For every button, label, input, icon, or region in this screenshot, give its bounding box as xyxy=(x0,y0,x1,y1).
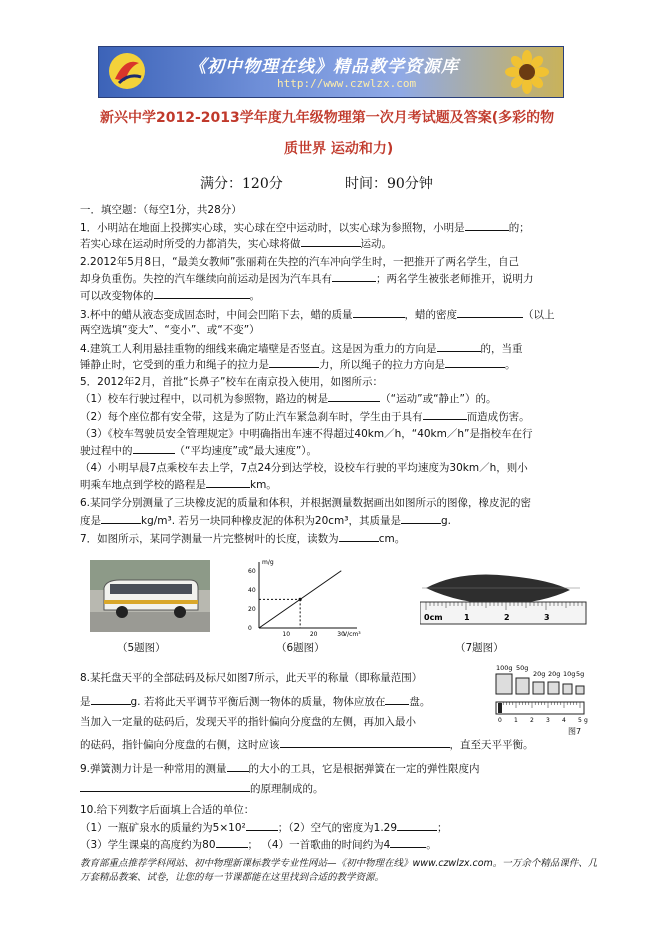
text: 的砝码，指针偏向分度盘的右侧，这时应该 xyxy=(80,739,280,751)
fig7-small-caption: 图7 xyxy=(568,727,582,736)
text: 9.弹簧测力计是一种常用的测量 xyxy=(80,763,227,775)
text: （“运动”或“静止”）的。 xyxy=(380,393,497,405)
question-8 xyxy=(80,670,422,686)
answer-blank[interactable] xyxy=(80,780,250,792)
weight-label: 10g xyxy=(563,670,576,678)
answer-blank[interactable] xyxy=(457,306,523,318)
text: 3.杯中的蜡从液态变成固态时，中间会凹陷下去，蜡的质量 xyxy=(80,309,353,321)
text: g. xyxy=(440,515,451,527)
question-6 xyxy=(80,495,531,511)
question-5 xyxy=(80,374,383,390)
question-5-3 xyxy=(80,426,532,442)
question-5-1 xyxy=(80,390,496,407)
scale-unit: g xyxy=(584,717,588,724)
ruler-label: 0cm xyxy=(424,613,443,622)
answer-blank[interactable] xyxy=(246,819,278,831)
section-heading xyxy=(80,202,242,218)
answer-blank[interactable] xyxy=(91,693,131,705)
question-5-4-cont xyxy=(80,476,277,493)
text: 5．2012年2月，首批“长鼻子”校车在南京投入使用，如图所示： xyxy=(80,376,383,388)
answer-blank[interactable] xyxy=(133,442,175,454)
text: 4.建筑工人利用悬挂重物的细线来确定墙壁是否竖直。这是因为重力的方向是 xyxy=(80,343,437,355)
text: 力，所以绳子的拉力方向是 xyxy=(319,359,445,371)
question-8-cont3 xyxy=(80,736,534,753)
question-1-cont xyxy=(80,235,392,252)
text: ； xyxy=(437,822,448,834)
text: 8.某托盘天平的全部砝码及标尺如图7所示，此天平的称量（即称量范围） xyxy=(80,672,423,684)
answer-blank[interactable] xyxy=(216,836,248,848)
text: 明乘车地点到学校的路程是 xyxy=(80,479,206,491)
scale-ruler xyxy=(496,702,584,714)
text: g. 若将此天平调节平衡后测一物体的质量，物体应放在 xyxy=(130,696,386,708)
text: 盘。 xyxy=(409,696,431,708)
text: 驶过程中的 xyxy=(80,445,133,457)
ruler-label: 2 xyxy=(504,613,510,622)
text: 是 xyxy=(80,696,91,708)
answer-blank[interactable] xyxy=(339,530,379,542)
text: 2.2012年5月8日，“最美女教师”张丽莉在失控的汽车冲向学生时，一把推开了两名学生，自己 xyxy=(80,256,519,268)
scale-label: 3 xyxy=(546,717,550,724)
text: kg/m³. 若另一块同种橡皮泥的体积为20cm³，其质量是 xyxy=(141,515,401,527)
site-logo-icon xyxy=(107,51,147,91)
text: 可以改变物体的 xyxy=(80,290,154,302)
answer-blank[interactable] xyxy=(385,693,409,705)
scale-label: 2 xyxy=(530,717,534,724)
x-tick-label: 20 xyxy=(309,631,318,638)
weights-and-scale-figure xyxy=(492,660,592,726)
text: （1）校车行驶过程中，以司机为参照物，路边的树是 xyxy=(80,393,329,405)
fig7-caption: （7题图） xyxy=(455,642,504,654)
question-10-row1 xyxy=(80,819,448,836)
text: （“平均速度”或“最大速度”）。 xyxy=(174,445,318,457)
text: ，蜡的密度 xyxy=(404,309,458,321)
y-tick-label: 20 xyxy=(248,605,256,613)
question-5-2 xyxy=(80,408,530,425)
fig5-caption: （5题图） xyxy=(117,642,166,654)
answer-blank[interactable] xyxy=(401,512,441,524)
weight-20g xyxy=(533,682,544,694)
y-tick-label: 60 xyxy=(248,567,256,575)
y-tick-label: 0 xyxy=(248,625,252,632)
question-6-cont xyxy=(80,512,451,529)
text: 而造成伤害。 xyxy=(466,411,530,423)
scale-label: 4 xyxy=(562,717,566,724)
text: ，直至天平平衡。 xyxy=(449,739,534,751)
text: ； （4）一首歌曲的时间约为4 xyxy=(247,839,391,851)
text: cm。 xyxy=(378,533,406,545)
text: 当加入一定量的砝码后，发现天平的指针偏向分度盘的左侧，再加入最小 xyxy=(80,716,416,728)
answer-blank[interactable] xyxy=(423,408,467,420)
answer-blank[interactable] xyxy=(353,306,405,318)
text: 1．小明站在地面上投掷实心球，实心球在空中运动时，以实心球为参照物，小明是 xyxy=(80,222,465,234)
answer-blank[interactable] xyxy=(206,476,250,488)
question-1 xyxy=(80,219,530,236)
full-score: 满分：120分 xyxy=(200,176,283,192)
weight-10g xyxy=(563,684,572,694)
question-8-cont2 xyxy=(80,714,416,730)
document-title: 新兴中学2012-2013学年度九年级物理第一次月考试题及答案(多彩的物 xyxy=(100,110,555,126)
question-2-cont xyxy=(80,270,534,287)
leaf-ruler-figure xyxy=(420,566,590,628)
fig6-caption: （6题图） xyxy=(276,642,325,654)
banner-title: 《初中物理在线》精品教学资源库 xyxy=(189,57,459,77)
x-tick-label: 30 xyxy=(337,631,345,638)
text: 10.给下列数字后面填上合适的单位： xyxy=(80,804,255,816)
question-4 xyxy=(80,340,523,357)
text: （1）一瓶矿泉水的质量约为5×10² xyxy=(80,822,246,834)
scale-label: 0 xyxy=(498,717,502,724)
answer-blank[interactable] xyxy=(269,356,319,368)
text: （2）每个座位都有安全带，这是为了防止汽车紧急刹车时，学生由于具有 xyxy=(80,411,423,423)
text: （以上 xyxy=(523,309,555,321)
sunflower-icon xyxy=(497,50,557,94)
ruler xyxy=(420,602,586,624)
y-axis-label: m/g xyxy=(262,559,274,566)
x-axis-label: V/cm³ xyxy=(343,631,361,638)
text: 。 xyxy=(249,290,260,302)
answer-blank[interactable] xyxy=(465,219,509,231)
question-2 xyxy=(80,254,519,270)
banner-url[interactable]: http://www.czwlzx.com xyxy=(277,77,417,90)
answer-blank[interactable] xyxy=(154,287,250,299)
weight-label: 20g xyxy=(533,670,546,678)
text: 7．如图所示，某同学测量一片完整树叶的长度，读数为 xyxy=(80,533,339,545)
weight-label: 5g xyxy=(576,670,585,678)
answer-blank[interactable] xyxy=(101,512,141,524)
answer-blank[interactable] xyxy=(280,736,450,748)
weight-label: 20g xyxy=(548,670,561,678)
y-tick-label: 40 xyxy=(248,586,256,594)
weight-50g xyxy=(516,678,529,694)
question-9-cont xyxy=(80,780,324,797)
document-title-continued: 质世界 运动和力) xyxy=(284,141,394,157)
text: 两空选填“变大”、“变小”、或“不变”） xyxy=(80,324,260,336)
text: （3）学生课桌的高度约为80 xyxy=(80,839,216,851)
question-3-cont xyxy=(80,322,260,338)
weight-5g xyxy=(576,686,584,694)
answer-blank[interactable] xyxy=(328,390,380,402)
text: 锤静止时，它受到的重力和绳子的拉力是 xyxy=(80,359,269,371)
answer-blank[interactable] xyxy=(227,760,249,772)
question-5-4 xyxy=(80,460,528,476)
answer-blank[interactable] xyxy=(390,836,426,848)
text: 度是 xyxy=(80,515,101,527)
text: 的原理制成的。 xyxy=(250,783,324,795)
question-3 xyxy=(80,306,555,323)
text: ；两名学生被张老师推开，说明力 xyxy=(376,273,534,285)
question-9 xyxy=(80,760,480,777)
data-point xyxy=(299,598,302,601)
text: 一．填空题：（每空1分，共28分） xyxy=(80,204,242,216)
scale-label: 1 xyxy=(514,717,518,724)
weight-label: 50g xyxy=(516,664,529,672)
text: 却身负重伤。失控的汽车继续向前运动是因为汽车具有 xyxy=(80,273,332,285)
answer-blank[interactable] xyxy=(332,270,376,282)
question-7 xyxy=(80,530,405,547)
text: 。 xyxy=(426,839,437,851)
text: （3）《校车驾驶员安全管理规定》中明确指出车速不得超过40km／h，“40km／h”是指校车在行 xyxy=(80,428,533,440)
x-tick-label: 10 xyxy=(282,631,291,638)
text: 的，当重 xyxy=(480,343,523,355)
ruler-label: 3 xyxy=(544,613,550,622)
weight-100g xyxy=(496,674,512,694)
text: km。 xyxy=(250,479,277,491)
question-2-cont2 xyxy=(80,287,260,304)
ruler-label: 1 xyxy=(464,613,470,622)
text: 运动。 xyxy=(360,238,392,250)
page-footer: 教育部重点推荐学科网站、初中物理新课标教学专业性网站—《初中物理在线》www.czwlzx.com。一万余个精品课件、几万套精品教案、试卷，让您的每一节课都能在这里找到合适的教学资源。 xyxy=(80,858,598,883)
mass-volume-graph xyxy=(245,556,365,638)
scale-label: 5 xyxy=(578,717,582,724)
text: 。 xyxy=(505,359,516,371)
text: 6.某同学分别测量了三块橡皮泥的质量和体积，并根据测量数据画出如图所示的图像，橡皮泥的密 xyxy=(80,497,532,509)
text: 若实心球在运动时所受的力都消失，实心球将做 xyxy=(80,238,301,250)
question-4-cont xyxy=(80,356,516,373)
answer-blank[interactable] xyxy=(301,235,361,247)
answer-blank[interactable] xyxy=(397,819,437,831)
question-10 xyxy=(80,802,254,818)
answer-blank[interactable] xyxy=(437,340,481,352)
text: 的大小的工具，它是根据弹簧在一定的弹性限度内 xyxy=(248,763,480,775)
weight-label: 100g xyxy=(496,664,513,672)
text: （4）小明早晨7点乘校车去上学，7点24分到达学校，设校车行驶的平均速度为30km／h，则小 xyxy=(80,462,528,474)
text: 的； xyxy=(508,222,530,234)
leaf-icon xyxy=(426,575,570,605)
time-limit: 时间：90分钟 xyxy=(345,176,433,192)
school-bus-figure xyxy=(90,560,210,632)
header-banner xyxy=(98,46,564,98)
text: ；（2）空气的密度为1.29 xyxy=(277,822,398,834)
question-10-row2 xyxy=(80,836,437,853)
weight-20g xyxy=(548,682,559,694)
question-8-cont xyxy=(80,693,430,710)
question-5-3-cont xyxy=(80,442,317,459)
answer-blank[interactable] xyxy=(445,356,505,368)
